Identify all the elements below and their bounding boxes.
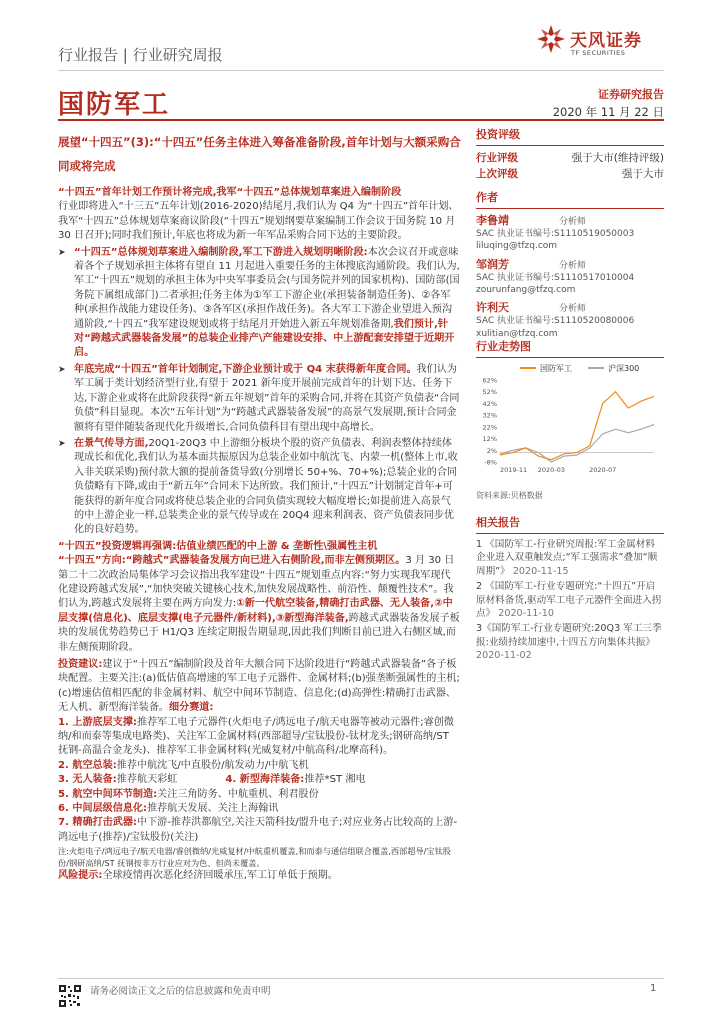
y-tick-label: 42% — [482, 399, 497, 408]
x-tick-label: 2019-11 — [500, 466, 528, 474]
legend-label-defense: 国防军工 — [540, 364, 572, 373]
bullet-item — [58, 363, 460, 435]
report-category: 证券研究报告 — [598, 88, 664, 101]
divider — [476, 145, 664, 146]
report-date: 2020 年 11 月 22 日 — [552, 105, 664, 119]
list-item: 6. 中间层级信息化:推荐航天发展、关注上海翰讯 — [58, 803, 279, 815]
page-number: 1 — [650, 983, 657, 994]
bullet-item — [58, 437, 460, 538]
paragraph-head: “十四五”方向:“跨越式”武器装备发展方向已进入右侧阶段,而非左侧预期区。 — [58, 555, 406, 567]
author-title: 作者 — [476, 191, 498, 204]
y-tick-label: 62% — [482, 376, 497, 385]
y-tick-label: 32% — [482, 411, 497, 420]
chart-source: 资料来源:贝格数据 — [476, 491, 543, 500]
y-tick-label: -8% — [484, 458, 497, 467]
paragraph-text: 建议于“十四五”编制阶段及首年大额合同下达阶段进行“跨越式武器装备”各子板块配置。主要关注:(a)低估值高增速的军工电子元器件、金属材料;(b)强垄断强属性的主机;(c)增速估值相匹配的非金属材料、航空中间环节制造、信息化;(d)高弹性:精确打击武器、无人机、新型海洋装备。 — [58, 659, 460, 714]
paragraph-head: 投资建议: — [58, 659, 103, 670]
list-item: 1. 上游底层支撑:推荐军工电子元器件(火炬电子/鸿远电子/航天电器等被动元器件;睿创微纳/和而泰等集成电路类)、关注军工金属材料(西部超导/宝钛股份-钛材龙头;钢研高纳/ST 抚钢-高温合金龙头)、推荐军工非金属材料(光威复材/中航高科/北摩高科)。 — [58, 716, 454, 757]
section-heading: “十四五”投资逻辑再强调:估值业绩匹配的中上游 & 垄断性\强属性主机 — [58, 540, 378, 552]
arrow-icon: ➤ — [58, 364, 66, 375]
y-tick-label: 22% — [482, 423, 497, 432]
bullet-text: 20Q1-20Q3 中上游细分板块个股的资产负债表、利润表整体持续体现成长和优化,我们认为基本面共振原因为总装企业如中航沈飞、内蒙一机(整体上市,收入非关联采购)预付款大额的提前备货导致(分别增长 50+%、70+%);总装企业的合同负债略有下降,或由于“新五年”合同未下达所致。我们预计,“十四五”计划制定首年+可能获得的新年度合同或将使总装企业的合同负债实现较大幅度增长;如提前进入高景气的中上游企业一样,总装类企业的景气传导或在 20Q4 迎来利润表、资产负债表同步优化的良好趋势。 — [74, 437, 458, 536]
related-title: 相关报告 — [476, 516, 520, 529]
bullet-text: 本次会议召开或意味着各个子规划承担主体将有望自 11 月起进入重要任务的主体搜底沟通阶段。我们认为,军工“十四五”规划的承担主体为中央军事委员会(与国务院并列的国家机构)、国防部(国务院下属组成部门)二者承担;任务主体为①军工下游企业(承担装备制造任务)、②各军种(承担作战能力建设任务)、③各军区(承担作战任务)。各大军工下游企业望进入预沟通阶段,“十四五”我军建设规划或将于结尾月开始进入新五年规划准备期, — [74, 246, 460, 330]
arrow-icon: ➤ — [58, 438, 66, 449]
trend-block — [476, 338, 664, 358]
author-email[interactable]: xulitian@tfzq.com — [476, 328, 558, 339]
related-report-link[interactable]: 2 《国防军工-行业专题研究:“十四五”开启原材料备货,驱动军工电子元器件全面进入拐点》 2020-11-10 — [476, 581, 662, 620]
author-block — [476, 189, 664, 340]
y-tick-label: 2% — [486, 446, 497, 455]
qr-code-icon — [58, 984, 82, 1008]
rating-block — [476, 126, 664, 182]
paragraph: 行业即将进入“十三五”五年计划(2016-2020)结尾月,我们认为 Q4 为“十四五”首年计划、我军“十四五”总体规划草案商议阶段(“十四五”规划纲要草案编制工作会议于国务院 10 月 30 日召开);同时我们预计,年底也将成为新一年军品采购合同下达的主要阶段。 — [58, 201, 459, 242]
related-report-link[interactable]: 1 《国防军工-行业研究周报:军工金属材料企业进入双重触发点;“军工强需求”叠加“顺周期”》 2020-11-15 — [476, 539, 658, 577]
divider — [476, 533, 664, 534]
bullet-item — [58, 246, 460, 361]
logo-icon — [536, 24, 566, 54]
report-type: 行业报告 | 行业研究周报 — [58, 46, 223, 64]
headline: 展望“十四五”(3):“十四五”任务主体进入筹备准备阶段,首年计划与大额采购合同或将完成 — [58, 135, 461, 173]
arrow-icon: ➤ — [58, 247, 66, 258]
list-item: 7. 精确打击武器:中下游-推荐洪都航空,关注天箭科技/盟升电子;对应业务占比较高的上游-鸿远电子(推荐)/宝钛股份(关注) — [58, 817, 458, 843]
x-tick-label: 2020-03 — [537, 466, 565, 474]
main-content — [58, 186, 460, 884]
footer-divider — [58, 978, 664, 979]
paragraph-emphasis: 细分赛道: — [169, 702, 214, 714]
list-item: 2. 航空总装:推荐中航沈飞/中直股份/航发动力/中航飞机 — [58, 759, 309, 771]
list-item: 5. 航空中间环节制造:关注三角防务、中航重机、利君股份 — [58, 788, 319, 800]
bullet-head: “十四五”总体规划草案进入编制阶段,军工下游进入规划明晰阶段: — [74, 246, 368, 258]
list-item: 3. 无人装备:推荐航天彩虹 4. 新型海洋装备:推荐*ST 湘电 — [58, 774, 366, 786]
title-divider — [58, 119, 664, 121]
paragraph-text: 3 月 30 日第二十二次政治局集体学习会议指出我军建设“十四五”规划重点内容:“努力实现我军现代化建设跨越式发展”,“加快突破关键核心技术,加快发展战略性、前沿性、颠覆性技术”。我们认为,跨越式发展将主要在两方向发力: — [58, 555, 455, 610]
series-line-defense — [500, 392, 654, 460]
bullet-text: 我们认为军工属于类计划经济型行业,有望于 2021 新年度开展前完成首年的计划下达、任务下达,下游企业或将在此阶段获得“新五年规划”首年的采购合同,并将在其资产负债表“合同负债”科目显现。本次“五年计划”为“跨越式武器装备发展”的高景气发展期,预计合同金额将有望伴随装备现代化升级增长,合同负债科目有望出现中高增长。 — [74, 363, 460, 433]
trend-title: 行业走势图 — [476, 340, 531, 353]
industry-trend-chart — [476, 358, 664, 480]
legend-label-hs300: 沪深300 — [608, 364, 640, 373]
section-heading: “十四五”首年计划工作预计将完成,我军“十四五”总体规划草案进入编制阶段 — [58, 187, 402, 198]
related-block — [476, 514, 664, 663]
bullet-emphasis: 我们预计,针对“跨越式武器装备发展”的总装企业排产\产能建设安排、中上游配套安排望于近期开启。 — [74, 318, 455, 359]
bullet-head: 年底完成“十四五”首年计划制定,下游企业预计或于 Q4 末获得新年度合同。 — [74, 363, 417, 375]
author-entry: 许利天 分析师 SAC 执业证书编号:S1110520080006 xulitian@tfzq.com — [476, 301, 635, 339]
paragraph-text: 跨越式武器装备发展子板块的发展优势趋势已于 H1/Q3 连续定期报告期显现,因此我们判断目前已进入右侧区域,而非左侧预期阶段。 — [58, 612, 460, 653]
rating-title: 投资评级 — [476, 128, 520, 141]
x-tick-label: 2020-07 — [589, 466, 617, 474]
author-email[interactable]: zourunfang@tfzq.com — [476, 285, 576, 296]
divider — [476, 208, 664, 209]
y-tick-label: 12% — [482, 435, 497, 444]
disclaimer: 请务必阅读正文之后的信息披露和免责申明 — [90, 986, 271, 997]
y-tick-label: 52% — [482, 388, 497, 397]
author-entry: 李鲁靖 分析师 SAC 执业证书编号:S1110519050003 liluqing@tfzq.com — [476, 214, 635, 252]
header-divider — [58, 70, 664, 71]
bullet-head: 在景气传导方面, — [74, 437, 149, 449]
series-line-hs300 — [500, 425, 654, 463]
paragraph — [58, 554, 460, 655]
logo-text: 天风证券 — [570, 31, 642, 51]
author-email[interactable]: liluqing@tfzq.com — [476, 241, 558, 252]
company-logo — [536, 18, 666, 70]
sector-title: 国防军工 — [58, 90, 171, 120]
author-entry: 邹润芳 分析师 SAC 执业证书编号:S1110517010004 zourunfang@tfzq.com — [476, 257, 635, 296]
related-report-link[interactable]: 3《国防军工-行业专题研究:20Q3 军工三季报:业绩持续加速中,十四五方向集体共振》 2020-11-02 — [476, 623, 662, 662]
paragraph-emphasis: ①新一代航空装备,精确打击武器、无人装备,②中层支撑(信息化)、底层支撑(电子元器件/新材料),③新型海洋装备, — [58, 598, 453, 624]
paragraph — [58, 658, 460, 716]
logo-subtext: TF SECURITIES — [571, 49, 626, 57]
industry-rating: 行业评级 强于大市(维持评级) — [476, 152, 664, 164]
risk-warning: 风险提示:全球疫情再次恶化经济回暖承压,军工订单低于预期。 — [58, 870, 338, 882]
previous-rating: 上次评级 强于大市 — [476, 168, 664, 180]
footnote: 注:火炬电子/鸿远电子/航天电器/睿创微纳/光威复材/中航重机覆盖,和而泰与通信组联合覆盖,西部超导/宝钛股份/钢研高纳/ST 抚钢按非万行业应对为色、但尚未覆盖。 — [58, 846, 451, 869]
